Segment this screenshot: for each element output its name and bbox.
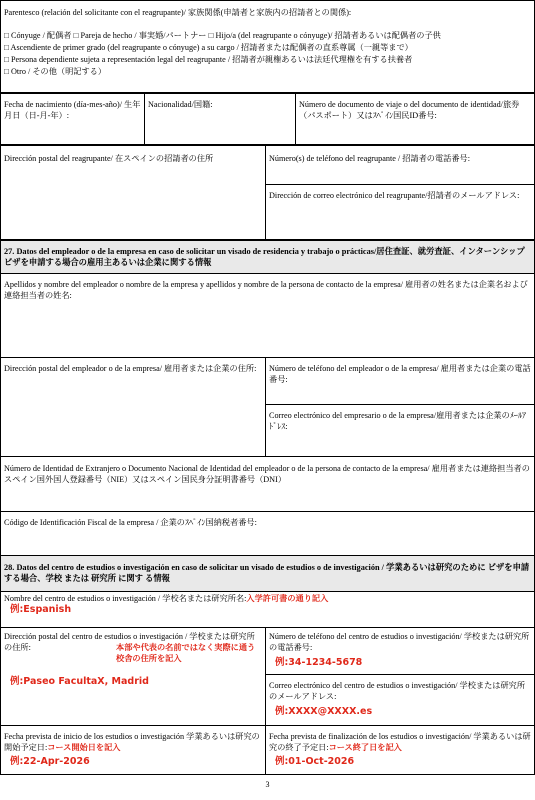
relationship-option-4[interactable]: □ Otro / その他（明記する） [4, 67, 107, 77]
start-date-example: 例:22-Apr-2026 [10, 756, 90, 768]
reagrupante-email-field[interactable] [265, 184, 535, 240]
relationship-block [0, 0, 535, 93]
section-28-header [0, 555, 535, 592]
section-27-header [0, 240, 535, 274]
employer-phone-label: Número de teléfono del empleador o de la empresa/ 雇用者または企業の電話番号: [269, 364, 531, 385]
school-phone-label: Número de teléfono del centro de estudios o investigación/ 学校または研究所の電話番号: [269, 632, 530, 653]
company-fiscal-label: Código de Identificación Fiscal de la empresa / 企業のｽﾍﾟｲﾝ国納税者番号: [4, 518, 257, 527]
nationality-field[interactable] [144, 93, 296, 145]
school-address-label: Dirección postal del centro de estudios o investigación / 学校または研究所の住所: [4, 632, 255, 653]
start-date-field[interactable] [0, 725, 266, 775]
relationship-option-2[interactable]: □ Ascendiente de primer grado (del reagrupante o cónyuge) a su cargo / 招請者または配偶者の直系尊属（一親等まで） [4, 43, 413, 53]
relationship-option-1[interactable]: □ Cónyuge / 配偶者 □ Pareja de hecho / 事実婚/パートナー □ Hijo/a (del reagrupante o cónyuge)/ 招請者あるいは配偶者の子供 [4, 31, 441, 41]
school-email-label: Correo electrónico del centro de estudios o investigación/ 学校または研究所のメールアドレス: [269, 681, 526, 702]
school-address-example: 例:Paseo FacultaX, Madrid [10, 676, 149, 688]
page-number: 3 [265, 780, 270, 789]
employer-names-label: Apellidos y nombre del empleador o nombre de la empresa y apellidos y nombre de la persona de contacto de la empresa/ 雇用者の姓名または企業名および連絡担当者の姓名: [4, 280, 528, 301]
school-phone-field[interactable] [265, 627, 535, 675]
relationship-label: Parentesco (relación del solicitante con el reagrupante)/ 家族関係(申請者と家族内の招請者との関係): [4, 8, 352, 17]
end-date-hint: コース終了日を記入 [328, 742, 402, 753]
school-name-label: Nombre del centro de estudios o investigación / 学校名または研究所名: [4, 594, 247, 603]
school-email-field[interactable] [265, 674, 535, 726]
reagrupante-address-field[interactable] [0, 145, 266, 240]
employer-email-field[interactable] [265, 404, 535, 457]
end-date-example: 例:01-Oct-2026 [275, 756, 355, 768]
school-phone-example: 例:34-1234-5678 [275, 657, 363, 669]
nationality-label: Nacionalidad/国籍: [148, 100, 213, 109]
employer-phone-field[interactable] [265, 357, 535, 405]
travel-doc-label: Número de documento de viaje o del documento de identidad/旅券（パスポート）又はｽﾍﾟｲﾝ国民ID番号: [299, 100, 520, 121]
school-address-field[interactable] [0, 627, 266, 726]
reagrupante-email-label: Dirección de correo electrónico del reagrupante/招請者のメールアドレス: [269, 191, 520, 200]
reagrupante-phone-label: Número(s) de teléfono del reagrupante / 招請者の電話番号: [269, 154, 470, 163]
school-address-hint: 本部や代表の名前ではなく実際に通う校舎の住所を記入 [116, 642, 256, 664]
end-date-field[interactable] [265, 725, 535, 775]
travel-doc-field[interactable] [295, 93, 535, 145]
section-28-title: 28. Datos del centro de estudios o investigación en caso de solicitar un visado de estudios o de investigación / 学業あるいは研究のために ビザを申請する場合、学校 または 研究所 に関す る情報 [4, 563, 530, 584]
employer-names-field[interactable] [0, 273, 535, 358]
employer-address-label: Dirección postal del empleador o de la empresa/ 雇用者または企業の住所: [4, 364, 257, 373]
employer-address-field[interactable] [0, 357, 266, 457]
school-name-hint: 入学許可書の通り記入 [246, 593, 329, 603]
employer-email-label: Correo electrónico del empresario o de la empresa/雇用者または企業のﾒｰﾙｱﾄﾞﾚｽ: [269, 411, 527, 432]
relationship-option-3[interactable]: □ Persona dependiente sujeta a representación legal del reagrupante / 招請者が親権あるいは法廷代理権を有する扶養者 [4, 55, 413, 65]
birth-date-label: Fecha de nacimiento (día-mes-año)/ 生年月日（日-月-年）: [4, 100, 141, 121]
section-27-title: 27. Datos del empleador o de la empresa en caso de solicitar un visado de residencia y trabajo o prácticas/居住査証、就労査証、インターンシップビザを申請する場合の雇用主あるいは企業に関する情報 [4, 247, 525, 268]
reagrupante-phone-field[interactable] [265, 145, 535, 185]
end-date-label: Fecha prevista de finalización de los estudios o investigación/ 学業あるいは研究の終了予定日: [269, 732, 531, 753]
school-name-example: 例:Espanish [10, 604, 72, 616]
school-name-field[interactable] [0, 591, 535, 628]
birth-date-field[interactable] [0, 93, 145, 145]
employer-nie-field[interactable] [0, 456, 535, 512]
school-email-example: 例:XXXX@XXXX.es [275, 706, 373, 718]
company-fiscal-field[interactable] [0, 511, 535, 556]
start-date-label: Fecha prevista de inicio de los estudios o investigación 学業あるいは研究の開始予定日: [4, 732, 260, 753]
reagrupante-address-label: Dirección postal del reagrupante/ 在スペインの招請者の住所 [4, 154, 214, 163]
employer-nie-label: Número de Identidad de Extranjero o Documento Nacional de Identidad del empleador o de la persona de contacto de la empresa/ 雇用者または連絡担当者のスペイン国外国人登録番号（NIE）又はスペイン国民身分証明書番号（DNI） [4, 464, 530, 485]
start-date-hint: コース開始日を記入 [47, 742, 121, 753]
